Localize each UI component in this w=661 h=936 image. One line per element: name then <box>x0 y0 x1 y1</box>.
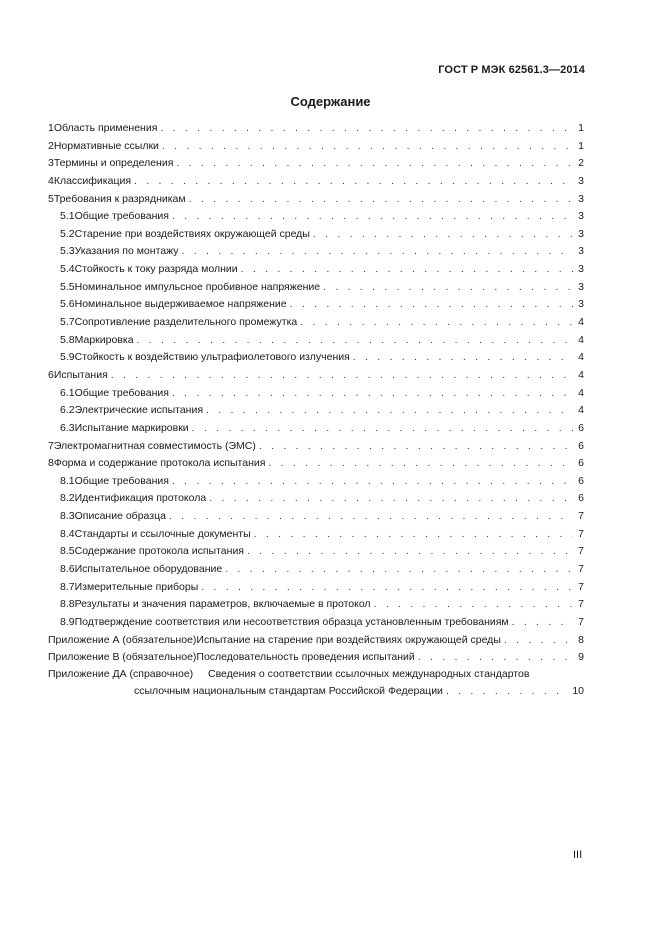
toc-entry-number: 2 <box>48 139 54 152</box>
appendix-label: Последовательность проведения испытаний <box>196 650 415 663</box>
toc-entry-page: 4 <box>578 386 584 399</box>
toc-entry-label: Нормативные ссылки <box>53 139 159 152</box>
toc-entry[interactable] <box>48 543 584 561</box>
toc-entry[interactable] <box>48 138 584 156</box>
dot-leader <box>169 508 573 526</box>
toc-entry[interactable] <box>48 596 584 614</box>
dot-leader <box>176 155 573 173</box>
toc-entry-page: 6 <box>578 421 584 434</box>
toc-entry-label: Стойкость к току разряда молнии <box>74 263 238 276</box>
toc-entry-page: 3 <box>578 245 584 258</box>
toc-entry[interactable] <box>48 261 584 279</box>
toc-entry-label: Описание образца <box>74 510 166 523</box>
toc-entry-page: 7 <box>578 563 584 576</box>
toc-entry[interactable] <box>48 402 584 420</box>
toc-entry-number: 6.3 <box>60 421 75 434</box>
dot-leader <box>268 455 573 473</box>
toc-entry-label: Маркировка <box>74 333 134 346</box>
toc-entry-number: 8.4 <box>60 527 75 540</box>
toc-entry-number: 5.4 <box>60 263 75 276</box>
toc-entry-number: 4 <box>48 174 54 187</box>
toc-entry-label: Результаты и значения параметров, включаемые в протокол <box>74 598 371 611</box>
appendix-entry[interactable] <box>48 666 584 700</box>
toc-entry[interactable] <box>48 173 584 191</box>
appendix-label-continued: ссылочным национальным стандартам Российской Федерации <box>134 684 443 697</box>
toc-entry-number: 8.3 <box>60 510 75 523</box>
toc-entry-page: 4 <box>578 333 584 346</box>
toc-entry-label: Номинальное импульсное пробивное напряжение <box>74 280 321 293</box>
toc-entry-page: 3 <box>578 227 584 240</box>
dot-leader <box>209 490 573 508</box>
toc-entry-number: 6.1 <box>60 386 75 399</box>
toc-entry[interactable] <box>48 614 584 632</box>
toc-entry-label: Электрические испытания <box>74 404 204 417</box>
toc-entry-number: 5.9 <box>60 351 75 364</box>
toc-entry-page: 7 <box>578 580 584 593</box>
toc-entry-page: 3 <box>578 263 584 276</box>
toc-entry-page: 1 <box>578 139 584 152</box>
dot-leader <box>374 596 573 614</box>
dot-leader <box>259 438 573 456</box>
toc-entry[interactable] <box>48 226 584 244</box>
dot-leader <box>111 367 573 385</box>
dot-leader <box>313 226 573 244</box>
toc-entry-label: Требования к разрядникам <box>53 192 186 205</box>
toc-entry-number: 5.8 <box>60 333 75 346</box>
toc-entry-page: 4 <box>578 351 584 364</box>
dot-leader <box>172 473 573 491</box>
toc-entry-label: Область применения <box>53 122 158 134</box>
dot-leader <box>323 279 573 297</box>
toc-entry-label: Термины и определения <box>53 157 174 170</box>
toc-entry[interactable] <box>48 332 584 350</box>
toc-entry[interactable] <box>48 438 584 456</box>
toc-entry-number: 5.6 <box>60 298 75 311</box>
dot-leader <box>353 349 573 367</box>
page-number: III <box>573 849 583 861</box>
dot-leader <box>201 579 573 597</box>
toc-entry-number: 8.9 <box>60 615 75 628</box>
dot-leader <box>137 332 573 350</box>
toc-list <box>48 120 584 632</box>
toc-entry-page: 6 <box>578 474 584 487</box>
dot-leader <box>189 191 573 209</box>
toc-entry-page: 7 <box>578 545 584 558</box>
toc-entry-number: 8.6 <box>60 563 75 576</box>
toc-entry-number: 5.7 <box>60 316 75 329</box>
toc-entry-page: 3 <box>578 174 584 187</box>
toc-entry-number: 8 <box>48 457 54 470</box>
dot-leader <box>254 526 573 544</box>
toc-entry-number: 6.2 <box>60 404 75 417</box>
appendix-page: 9 <box>578 650 584 663</box>
document-header: ГОСТ Р МЭК 62561.3—2014 <box>438 64 585 76</box>
dot-leader <box>300 314 573 332</box>
toc-entry[interactable] <box>48 526 584 544</box>
toc-entry[interactable] <box>48 120 584 138</box>
toc-entry[interactable] <box>48 155 584 173</box>
toc-entry-number: 6 <box>48 368 54 381</box>
toc-entry-number: 5.1 <box>60 210 75 223</box>
dot-leader <box>225 561 573 579</box>
page-title: Содержание <box>290 94 371 109</box>
dot-leader <box>172 385 573 403</box>
toc-entry-page: 7 <box>578 527 584 540</box>
toc-entry-page: 3 <box>578 192 584 205</box>
dot-leader <box>247 543 573 561</box>
toc-entry[interactable] <box>48 579 584 597</box>
toc-entry-page: 7 <box>578 615 584 628</box>
dot-leader <box>134 173 573 191</box>
toc-entry-page: 3 <box>578 210 584 223</box>
toc-entry[interactable] <box>48 490 584 508</box>
toc-entry-page: 2 <box>578 157 584 170</box>
dot-leader <box>182 243 574 261</box>
toc-entry[interactable] <box>48 420 584 438</box>
toc-entry-number: 1 <box>48 122 54 134</box>
appendix-page: 8 <box>578 633 584 646</box>
toc-entry-number: 3 <box>48 157 54 170</box>
toc-entry-label: Форма и содержание протокола испытания <box>53 457 266 470</box>
toc-entry-page: 1 <box>578 122 584 134</box>
toc-entry[interactable] <box>48 279 584 297</box>
toc-entry[interactable] <box>48 296 584 314</box>
toc-entry-label: Измерительные приборы <box>74 580 199 593</box>
toc-entry[interactable] <box>48 243 584 261</box>
toc-entry-page: 4 <box>578 316 584 329</box>
toc-entry-label: Сопротивление разделительного промежутка <box>74 316 298 329</box>
appendix-label: Сведения о соответствии ссылочных международных стандартов <box>208 667 530 680</box>
dot-leader <box>192 420 573 438</box>
toc-entry-page: 6 <box>578 439 584 452</box>
dot-leader <box>512 614 573 632</box>
toc-entry-number: 5.5 <box>60 280 75 293</box>
dot-leader <box>290 296 573 314</box>
toc-entry[interactable] <box>48 508 584 526</box>
dot-leader <box>206 402 573 420</box>
dot-leader <box>162 138 573 156</box>
toc-entry-number: 8.7 <box>60 580 75 593</box>
toc-entry-label: Идентификация протокола <box>74 492 207 505</box>
toc-entry-label: Испытательное оборудование <box>74 563 223 576</box>
toc-entry-number: 5.3 <box>60 245 75 258</box>
toc-entry[interactable] <box>48 208 584 226</box>
toc-entry-page: 6 <box>578 492 584 505</box>
toc-entry-label: Старение при воздействиях окружающей среды <box>74 227 310 240</box>
appendix-list <box>48 632 584 700</box>
appendix-entry[interactable] <box>48 649 584 666</box>
toc-entry-page: 3 <box>578 298 584 311</box>
appendix-prefix: Приложение В (обязательное) <box>48 650 197 663</box>
appendix-entry[interactable] <box>48 632 584 649</box>
toc-entry-number: 5.2 <box>60 227 75 240</box>
appendix-prefix: Приложение ДА (справочное) <box>48 667 194 680</box>
toc-entry-label: Стандарты и ссылочные документы <box>74 527 251 540</box>
toc-entry-label: Общие требования <box>74 210 169 223</box>
toc-entry[interactable] <box>48 367 584 385</box>
dot-leader <box>446 683 569 700</box>
toc-entry-number: 8.5 <box>60 545 75 558</box>
toc-entry-page: 4 <box>578 404 584 417</box>
toc-entry-label: Содержание протокола испытания <box>74 545 244 558</box>
toc-entry[interactable] <box>48 191 584 209</box>
appendix-label: Испытание на старение при воздействиях окружающей среды <box>196 633 501 646</box>
toc-entry-number: 7 <box>48 439 54 452</box>
toc-entry[interactable] <box>48 349 584 367</box>
toc-entry-label: Испытание маркировки <box>74 421 189 434</box>
toc-entry[interactable] <box>48 455 584 473</box>
dot-leader <box>241 261 573 279</box>
toc-entry[interactable] <box>48 385 584 403</box>
toc-entry-page: 7 <box>578 510 584 523</box>
appendix-prefix: Приложение А (обязательное) <box>48 633 197 646</box>
dot-leader <box>418 649 573 666</box>
toc-entry-label: Номинальное выдерживаемое напряжение <box>74 298 287 311</box>
appendix-page: 10 <box>572 684 584 697</box>
toc-entry-label: Указания по монтажу <box>74 245 179 258</box>
toc-entry[interactable] <box>48 561 584 579</box>
toc-entry-number: 8.8 <box>60 598 75 611</box>
toc-entry-page: 7 <box>578 598 584 611</box>
toc-entry[interactable] <box>48 473 584 491</box>
table-of-contents <box>48 120 584 700</box>
toc-entry-label: Электромагнитная совместимость (ЭМС) <box>53 439 256 452</box>
toc-entry-page: 3 <box>578 280 584 293</box>
toc-entry-page: 4 <box>578 368 584 381</box>
toc-entry-label: Классификация <box>53 174 132 187</box>
toc-entry-label: Испытания <box>53 368 108 381</box>
toc-entry-label: Общие требования <box>74 474 169 487</box>
toc-entry-label: Стойкость к воздействию ультрафиолетового излучения <box>74 351 350 364</box>
toc-entry-label: Подтверждение соответствия или несоответствия образца установленным требованиям <box>74 615 509 628</box>
toc-entry-label: Общие требования <box>74 386 169 399</box>
toc-entry[interactable] <box>48 314 584 332</box>
dot-leader <box>160 120 573 138</box>
toc-entry-number: 8.2 <box>60 492 75 505</box>
toc-entry-page: 6 <box>578 457 584 470</box>
toc-entry-number: 5 <box>48 192 54 205</box>
dot-leader <box>504 632 573 649</box>
toc-entry-number: 8.1 <box>60 474 75 487</box>
dot-leader <box>172 208 573 226</box>
